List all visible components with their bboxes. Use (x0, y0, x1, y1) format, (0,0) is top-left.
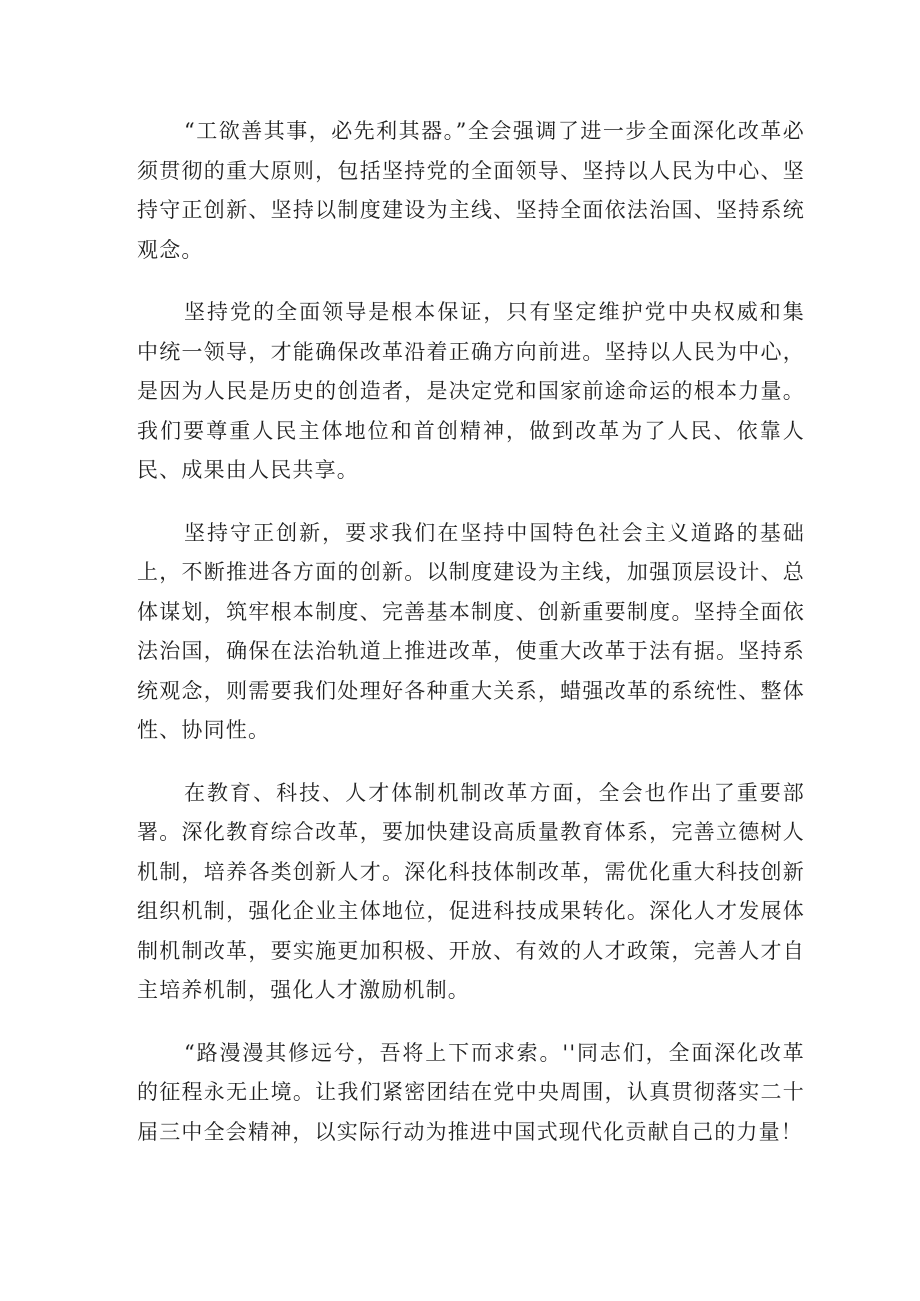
paragraph-innovation-system: 坚持守正创新，要求我们在坚持中国特色社会主义道路的基础上，不断推进各方面的创新。以制度建设为主线，加强顶层设计、总体谋划，筑牢根本制度、完善基本制度、创新重要制度。坚持全面依法治国，确保在法治轨道上推进改革，使重大改革于法有据。坚持系统观念，则需要我们处理好各种重大关系，蜡强改革的系统性、整体性、协同性。 (137, 520, 805, 742)
paragraph-education-tech-talent: 在教育、科技、人才体制机制改革方面，全会也作出了重要部署。深化教育综合改革，要加快建设高质量教育体系，完善立德树人机制，培养各类创新人才。深化科技体制改革，需优化重大科技创新组织机制，强化企业主体地位，促进科技成果转化。深化人才发展体制机制改革，要实施更加积极、开放、有效的人才政策，完善人才自主培养机制，强化人才激励机制。 (137, 780, 805, 1002)
paragraph-principles: “工欲善其事，必先利其器。”全会强调了进一步全面深化改革必须贯彻的重大原则，包括坚持党的全面领导、坚持以人民为中心、坚持守正创新、坚持以制度建设为主线、坚持全面依法治国、坚持系统观念。 (137, 119, 805, 262)
paragraph-leadership-people: 坚持党的全面领导是根本保证，只有坚定维护党中央权威和集中统一领导，才能确保改革沿着正确方向前进。坚持以人民为中心，是因为人民是历史的创造者，是决定党和国家前途命运的根本力量。我们要尊重人民主体地位和首创精神，做到改革为了人民、依靠人民、成果由人民共享。 (137, 300, 805, 482)
paragraph-conclusion: “路漫漫其修远兮，吾将上下而求索。''同志们，全面深化改革的征程永无止境。让我们紧密团结在党中央周围，认真贯彻落实二十届三中全会精神，以实际行动为推进中国式现代化贡献自己的力量！ (137, 1040, 805, 1144)
document-body (137, 112, 805, 1152)
